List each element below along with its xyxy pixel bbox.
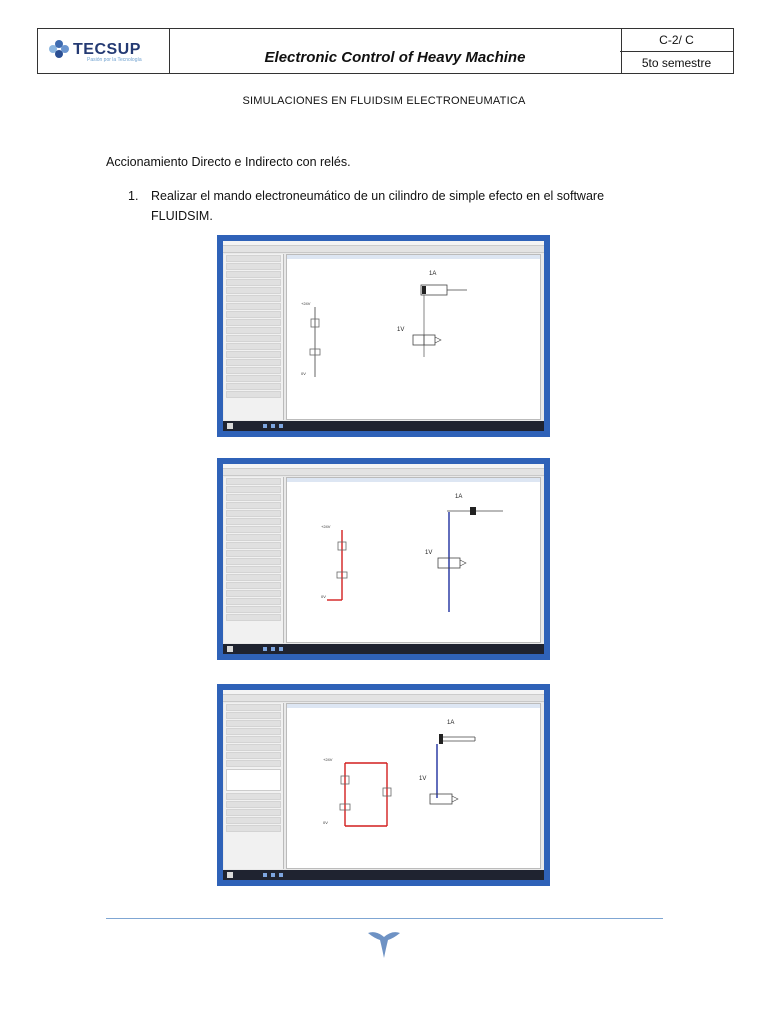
fluidsim-window (223, 241, 544, 431)
cylinder-label: 1A (429, 271, 437, 277)
windows-taskbar (223, 421, 544, 431)
fluidsim-screenshot-3 (217, 684, 550, 886)
component-library (224, 703, 284, 869)
supply-label: +24V (323, 757, 333, 762)
document-title: SIMULACIONES EN FLUIDSIM ELECTRONEUMATICA (242, 95, 526, 107)
component-library (224, 254, 284, 420)
circuit-canvas (286, 703, 541, 869)
valve-label: 1V (397, 327, 405, 333)
cylinder-label: 1A (455, 494, 463, 500)
fluidsim-window (223, 464, 544, 654)
list-item-number: 1. (128, 189, 139, 203)
circuit-diagram (287, 708, 541, 863)
fluidsim-screenshot-1 (217, 235, 550, 437)
supply-label: +24V (321, 524, 331, 529)
list-item-text: Realizar el mando electroneumático de un cilindro de simple efecto en el software FLUIDSIM. (151, 189, 605, 223)
circuit-diagram (287, 482, 541, 637)
fluidsim-screenshot-2 (217, 458, 550, 660)
windows-taskbar (223, 644, 544, 654)
tecsup-logo (47, 38, 162, 64)
circuit-canvas (286, 477, 541, 643)
ground-label: 0V (321, 594, 326, 599)
footer-divider (106, 918, 663, 919)
logo-cell (38, 29, 170, 73)
document-header (37, 28, 734, 74)
valve-label: 1V (419, 776, 427, 782)
toolbar (223, 246, 544, 253)
tecsup-emblem-icon (47, 38, 71, 60)
ground-label: 0V (323, 820, 328, 825)
windows-taskbar (223, 870, 544, 880)
course-title: Electronic Control of Heavy Machine (264, 48, 526, 66)
circuit-canvas (286, 254, 541, 420)
course-code: C-2/ C (620, 29, 733, 52)
toolbar (223, 469, 544, 476)
fluidsim-window (223, 690, 544, 880)
valve-label: 1V (425, 550, 433, 556)
semester-label: 5to semestre (641, 55, 712, 70)
supply-label: +24V (301, 301, 311, 306)
course-title-cell (169, 29, 622, 73)
logo-text: TECSUP (73, 41, 141, 58)
ground-label: 0V (301, 371, 306, 376)
logo-tagline: Pasión por la Tecnología (87, 57, 142, 63)
circuit-diagram (287, 259, 541, 414)
toolbar (223, 695, 544, 702)
component-library (224, 477, 284, 643)
section-heading: Accionamiento Directo e Indirecto con relés. (106, 155, 351, 169)
cylinder-label: 1A (447, 720, 455, 726)
footer-emblem-icon (364, 928, 404, 962)
